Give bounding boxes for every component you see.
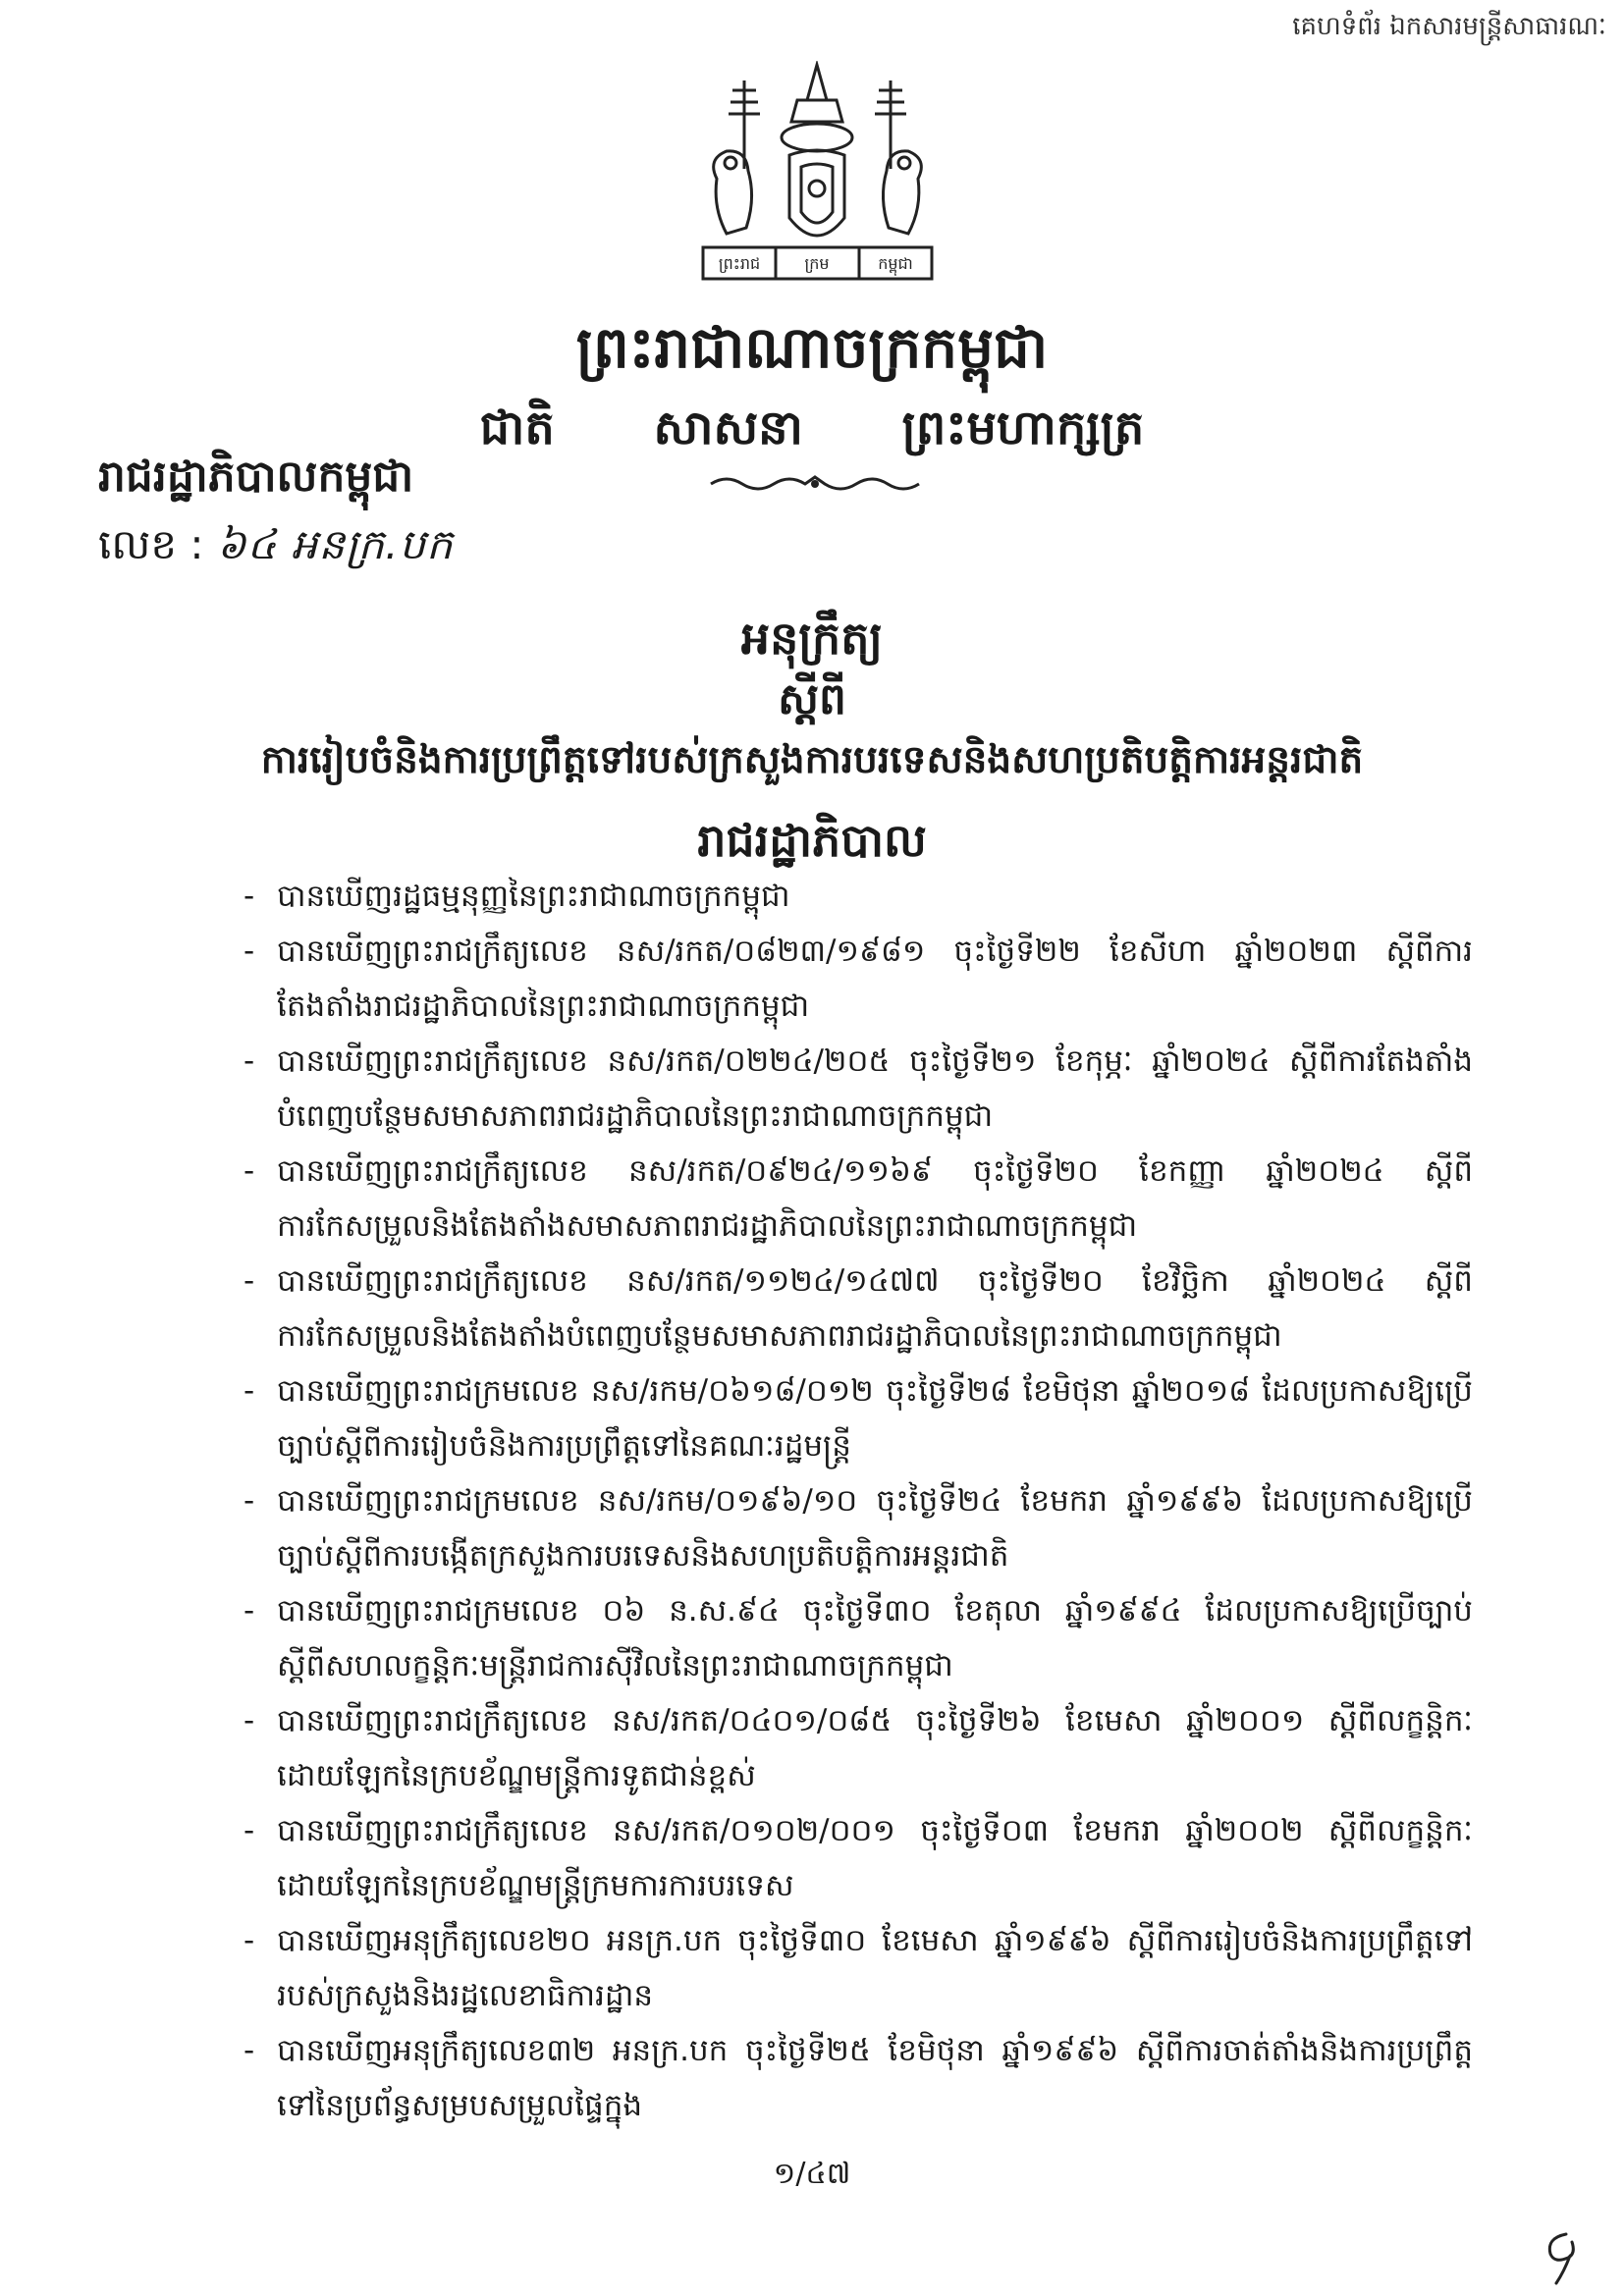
list-item: - បានឃើញព្រះរាជក្រឹត្យលេខ នស/រកត/០២២៤/២០៥ ចុះថ្ងៃទី២១ ខែកុម្ភៈ ឆ្នាំ២០២៤ ស្តីពីការតែងតាំងបំពេញបន្ថែមសមាសភាពរាជរដ្ឋាភិបាលនៃព្រះរាជាណាចក្រកម្ពុជា xyxy=(228,1034,1473,1144)
reference-text: បានឃើញរដ្ឋធម្មនុញ្ញនៃព្រះរាជាណាចក្រកម្ពុជា xyxy=(277,879,790,914)
document-subject: ការរៀបចំនិងការប្រព្រឹត្តទៅរបស់ក្រសួងការបរទេសនិងសហប្រតិបត្តិការអន្តរជាតិ xyxy=(260,738,1364,782)
document-number-label: លេខ : xyxy=(98,520,204,568)
list-item: - បានឃើញព្រះរាជក្រមលេខ នស/រកម/០១៩៦/១០ ចុះថ្ងៃទី២៤ ខែមករា ឆ្នាំ១៩៩៦ ដែលប្រកាសឱ្យប្រើច្បាប់ស្តីពីការបង្កើតក្រសួងការបរទេសនិងសហប្រតិបត្តិការអន្តរជាតិ xyxy=(228,1473,1473,1583)
reference-text: បានឃើញព្រះរាជក្រឹត្យលេខ នស/រកត/០២២៤/២០៥ ចុះថ្ងៃទី២១ ខែកុម្ភៈ ឆ្នាំ២០២៤ ស្តីពីការតែងតាំងបំពេញបន្ថែមសមាសភាពរាជរដ្ឋាភិបាលនៃព្រះរាជាណាចក្រកម្ពុជា xyxy=(277,1043,1473,1134)
page-number: ១/៤៧ xyxy=(773,2157,851,2191)
royal-coat-of-arms-icon xyxy=(687,61,947,296)
ornamental-flourish-icon xyxy=(707,469,923,499)
list-item: - បានឃើញរដ្ឋធម្មនុញ្ញនៃព្រះរាជាណាចក្រកម្ពុជា xyxy=(228,869,1473,924)
reference-text: បានឃើញអនុក្រឹត្យលេខ២០ អនក្រ.បក ចុះថ្ងៃទី៣០ ខែមេសា ឆ្នាំ១៩៩៦ ស្តីពីការរៀបចំនិងការប្រព្រឹត្តទៅរបស់ក្រសួងនិងរដ្ឋលេខាធិការដ្ឋាន xyxy=(277,1923,1473,2013)
svg-text:កម្ពុជា: កម្ពុជា xyxy=(878,254,913,273)
top-note: គេហទំព័រ ឯកសារមន្ត្រីសាធារណៈ xyxy=(1292,12,1606,41)
handwritten-initial-icon xyxy=(1537,2228,1586,2287)
reference-text: បានឃើញអនុក្រឹត្យលេខ៣២ អនក្រ.បក ចុះថ្ងៃទី២៥ ខែមិថុនា ឆ្នាំ១៩៩៦ ស្តីពីការចាត់តាំងនិងការប្រព្រឹត្តទៅនៃប្រព័ន្ធសម្របសម្រួលផ្ទៃក្នុង xyxy=(277,2033,1473,2123)
concerning-label: ស្តីពី xyxy=(778,674,846,724)
reference-text: បានឃើញព្រះរាជក្រឹត្យលេខ នស/រកត/០៨២៣/១៩៨១ ចុះថ្ងៃទី២២ ខែសីហា ឆ្នាំ២០២៣ ស្តីពីការតែងតាំងរាជរដ្ឋាភិបាលនៃព្រះរាជាណាចក្រកម្ពុជា xyxy=(277,934,1473,1024)
reference-text: បានឃើញព្រះរាជក្រឹត្យលេខ នស/រកត/០៩២៤/១១៦៩ ចុះថ្ងៃទី២០ ខែកញ្ញា ឆ្នាំ២០២៤ ស្តីពីការកែសម្រួលនិងតែងតាំងសមាសភាពរាជរដ្ឋាភិបាលនៃព្រះរាជាណាចក្រកម្ពុជា xyxy=(277,1153,1473,1244)
list-item: - បានឃើញអនុក្រឹត្យលេខ២០ អនក្រ.បក ចុះថ្ងៃទី៣០ ខែមេសា ឆ្នាំ១៩៩៦ ស្តីពីការរៀបចំនិងការប្រព្រឹត្តទៅរបស់ក្រសួងនិងរដ្ឋលេខាធិការដ្ឋាន xyxy=(228,1913,1473,2023)
list-item: - បានឃើញព្រះរាជក្រមលេខ ០៦ ន.ស.៩៤ ចុះថ្ងៃទី៣០ ខែតុលា ឆ្នាំ១៩៩៤ ដែលប្រកាសឱ្យប្រើច្បាប់ស្តីពីសហលក្ខន្តិកៈមន្ត្រីរាជការស៊ីវិលនៃព្រះរាជាណាចក្រកម្ពុជា xyxy=(228,1583,1473,1693)
list-item: - បានឃើញព្រះរាជក្រឹត្យលេខ នស/រកត/១១២៤/១៤៧៧ ចុះថ្ងៃទី២០ ខែវិច្ឆិកា ឆ្នាំ២០២៤ ស្តីពីការកែសម្រួលនិងតែងតាំងបំពេញបន្ថែមសមាសភាពរាជរដ្ឋាភិបាលនៃព្រះរាជាណាចក្រកម្ពុជា xyxy=(228,1254,1473,1363)
list-item: - បានឃើញព្រះរាជក្រឹត្យលេខ នស/រកត/០៩២៤/១១៦៩ ចុះថ្ងៃទី២០ ខែកញ្ញា ឆ្នាំ២០២៤ ស្តីពីការកែសម្រួលនិងតែងតាំងសមាសភាពរាជរដ្ឋាភិបាលនៃព្រះរាជាណាចក្រកម្ពុជា xyxy=(228,1144,1473,1254)
motto-king: ព្រះមហាក្សត្រ xyxy=(901,400,1145,455)
reference-text: បានឃើញព្រះរាជក្រមលេខ ០៦ ន.ស.៩៤ ចុះថ្ងៃទី៣០ ខែតុលា ឆ្នាំ១៩៩៤ ដែលប្រកាសឱ្យប្រើច្បាប់ស្តីពីសហលក្ខន្តិកៈមន្ត្រីរាជការស៊ីវិលនៃព្រះរាជាណាចក្រកម្ពុជា xyxy=(277,1593,1473,1683)
list-item: - បានឃើញព្រះរាជក្រឹត្យលេខ នស/រកត/០១០២/០០១ ចុះថ្ងៃទី០៣ ខែមករា ឆ្នាំ២០០២ ស្តីពីលក្ខន្តិកៈដោយឡែកនៃក្របខ័ណ្ឌមន្ត្រីក្រមការការបរទេស xyxy=(228,1803,1473,1913)
svg-text:ព្រះរាជ: ព្រះរាជ xyxy=(718,254,761,273)
document-number-value: ៦៤ អនក្រ.បក xyxy=(216,520,454,568)
document-type: អនុក្រឹត្យ xyxy=(740,612,884,665)
reference-text: បានឃើញព្រះរាជក្រឹត្យលេខ នស/រកត/០១០២/០០១ ចុះថ្ងៃទី០៣ ខែមករា ឆ្នាំ២០០២ ស្តីពីលក្ខន្តិកៈដោយឡែកនៃក្របខ័ណ្ឌមន្ត្រីក្រមការការបរទេស xyxy=(277,1813,1473,1903)
svg-text:ក្រម: ក្រម xyxy=(804,254,830,273)
list-item: - បានឃើញអនុក្រឹត្យលេខ៣២ អនក្រ.បក ចុះថ្ងៃទី២៥ ខែមិថុនា ឆ្នាំ១៩៩៦ ស្តីពីការចាត់តាំងនិងការប្រព្រឹត្តទៅនៃប្រព័ន្ធសម្របសម្រួលផ្ទៃក្នុង xyxy=(228,2023,1473,2133)
motto-nation: ជាតិ xyxy=(479,400,555,455)
list-item: - បានឃើញព្រះរាជក្រមលេខ នស/រកម/០៦១៨/០១២ ចុះថ្ងៃទី២៨ ខែមិថុនា ឆ្នាំ២០១៨ ដែលប្រកាសឱ្យប្រើច្បាប់ស្តីពីការរៀបចំនិងការប្រព្រឹត្តទៅនៃគណៈរដ្ឋមន្ត្រី xyxy=(228,1363,1473,1473)
motto-religion: សាសនា xyxy=(653,400,803,455)
legal-references-list xyxy=(228,869,1473,2133)
document-number xyxy=(98,518,454,579)
reference-text: បានឃើញព្រះរាជក្រមលេខ នស/រកម/០១៩៦/១០ ចុះថ្ងៃទី២៤ ខែមករា ឆ្នាំ១៩៩៦ ដែលប្រកាសឱ្យប្រើច្បាប់ស្តីពីការបង្កើតក្រសួងការបរទេសនិងសហប្រតិបត្តិការអន្តរជាតិ xyxy=(277,1483,1473,1574)
list-item: - បានឃើញព្រះរាជក្រឹត្យលេខ នស/រកត/០៤០១/០៨៥ ចុះថ្ងៃទី២៦ ខែមេសា ឆ្នាំ២០០១ ស្តីពីលក្ខន្តិកៈដោយឡែកនៃក្របខ័ណ្ឌមន្ត្រីការទូតជាន់ខ្ពស់ xyxy=(228,1693,1473,1803)
reference-text: បានឃើញព្រះរាជក្រឹត្យលេខ នស/រកត/០៤០១/០៨៥ ចុះថ្ងៃទី២៦ ខែមេសា ឆ្នាំ២០០១ ស្តីពីលក្ខន្តិកៈដោយឡែកនៃក្របខ័ណ្ឌមន្ត្រីការទូតជាន់ខ្ពស់ xyxy=(277,1703,1473,1793)
list-item: - បានឃើញព្រះរាជក្រឹត្យលេខ នស/រកត/០៨២៣/១៩៨១ ចុះថ្ងៃទី២២ ខែសីហា ឆ្នាំ២០២៣ ស្តីពីការតែងតាំងរាជរដ្ឋាភិបាលនៃព្រះរាជាណាចក្រកម្ពុជា xyxy=(228,924,1473,1034)
kingdom-name: ព្រះរាជាណាចក្រកម្ពុជា xyxy=(575,314,1049,381)
issuing-government: រាជរដ្ឋាភិបាលកម្ពុជា xyxy=(98,452,414,502)
reference-text: បានឃើញព្រះរាជក្រមលេខ នស/រកម/០៦១៨/០១២ ចុះថ្ងៃទី២៨ ខែមិថុនា ឆ្នាំ២០១៨ ដែលប្រកាសឱ្យប្រើច្បាប់ស្តីពីការរៀបចំនិងការប្រព្រឹត្តទៅនៃគណៈរដ្ឋមន្ត្រី xyxy=(277,1373,1473,1464)
reference-text: បានឃើញព្រះរាជក្រឹត្យលេខ នស/រកត/១១២៤/១៤៧៧ ចុះថ្ងៃទី២០ ខែវិច្ឆិកា ឆ្នាំ២០២៤ ស្តីពីការកែសម្រួលនិងតែងតាំងបំពេញបន្ថែមសមាសភាពរាជរដ្ឋាភិបាលនៃព្រះរាជាណាចក្រកម្ពុជា xyxy=(277,1263,1473,1354)
issuer-heading: រាជរដ្ឋាភិបាល xyxy=(697,814,927,867)
